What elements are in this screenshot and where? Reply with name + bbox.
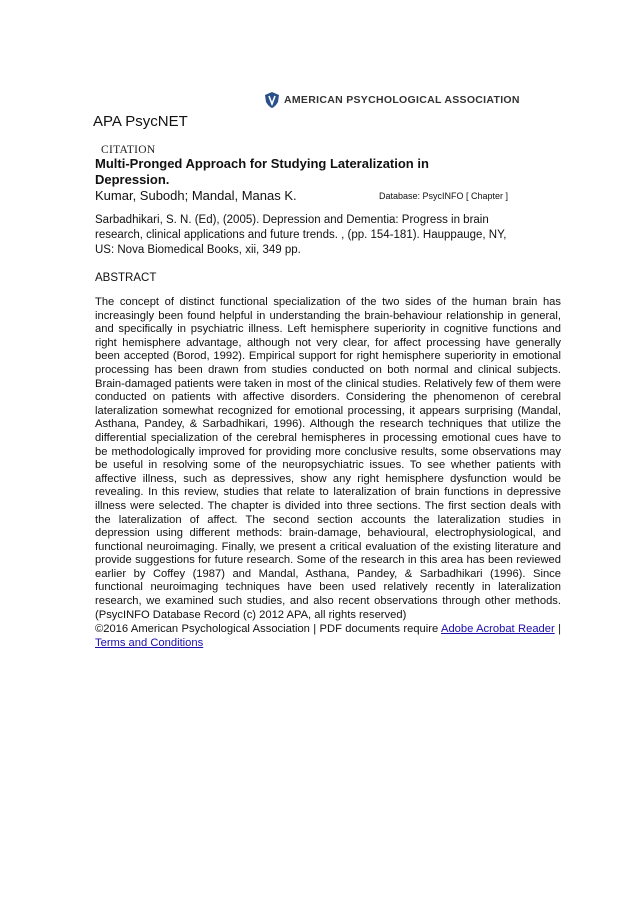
source-citation: Sarbadhikari, S. N. (Ed), (2005). Depression and Dementia: Progress in brain research, clinical applications and future trends. , (pp. 154-181). Hauppauge, NY, US: Nova Biomedical Books, xii, 349 pp. [95, 214, 507, 256]
copyright-text: ©2016 American Psychological Association | PDF documents require [95, 623, 439, 635]
article-title: Multi-Pronged Approach for Studying Lateralization in Depression. [95, 156, 429, 187]
authors: Kumar, Subodh; Mandal, Manas K. [95, 188, 297, 203]
abstract-heading: ABSTRACT [95, 272, 157, 284]
citation-label: CITATION [101, 144, 156, 156]
terms-link[interactable]: Terms and Conditions [95, 637, 204, 649]
org-name: AMERICAN PSYCHOLOGICAL ASSOCIATION [284, 94, 520, 106]
brand-title: APA PsycNET [93, 113, 188, 130]
footer [95, 622, 561, 650]
adobe-acrobat-link[interactable]: Adobe Acrobat Reader [440, 623, 555, 635]
database-info: Database: PsycINFO [ Chapter ] [379, 191, 509, 201]
abstract-text: The concept of distinct functional specialization of the two sides of the human brain has increasingly been found helpful in understanding the brain-behaviour relationship in general, and specifically in psychiatric illness. Left hemisphere superiority in cognitive functions and right hemisphere advantage, although not very clear, for affect processing have generally been accepted (Borod, 1992). Empirical support for right hemisphere superiority in emotional processing has been drawn from studies conducted on both normal and clinical subjects. Brain-damaged patients were taken in most of the clinical studies. Relatively few of them were conducted on patients with affective disorders. Considering the phenomenon of cerebral lateralization somewhat recognized for emotional processing, it appears surprising (Mandal, Asthana, Pandey, & Sarbadhikari, 1996). Although the research techniques that utilize the differential specialization of the cerebral hemispheres in processing emotional cues have to be methodologically improved for providing more conclusive results, some observations may be useful in resolving some of the neuropsychiatric issues. To see whether patients with affective illness, such as depressives, show any right hemisphere dysfunction would be revealing. In this review, studies that relate to lateralization of brain functions in depressive illness were selected. The chapter is divided into three sections. The first section deals with the lateralization of affect. The second section accounts the lateralization studies in depression using different methods: brain-damage, behavioural, electrophysiological, and functional neuroimaging. Finally, we present a critical evaluation of the existing literature and provide suggestions for future research. Some of the research in this area has been reviewed earlier by Coffey (1987) and Mandal, Asthana, Pandey, & Sarbadhikari (1996). Since functional neuroimaging techniques have been used relatively recently in lateralization research, we examined such studies, and also recent observations through other methods. (PsycINFO Database Record (c) 2012 APA, all rights reserved) [95, 296, 561, 621]
footer-separator: | [558, 623, 561, 635]
apa-shield-icon [265, 92, 279, 108]
apa-logo [265, 92, 520, 108]
